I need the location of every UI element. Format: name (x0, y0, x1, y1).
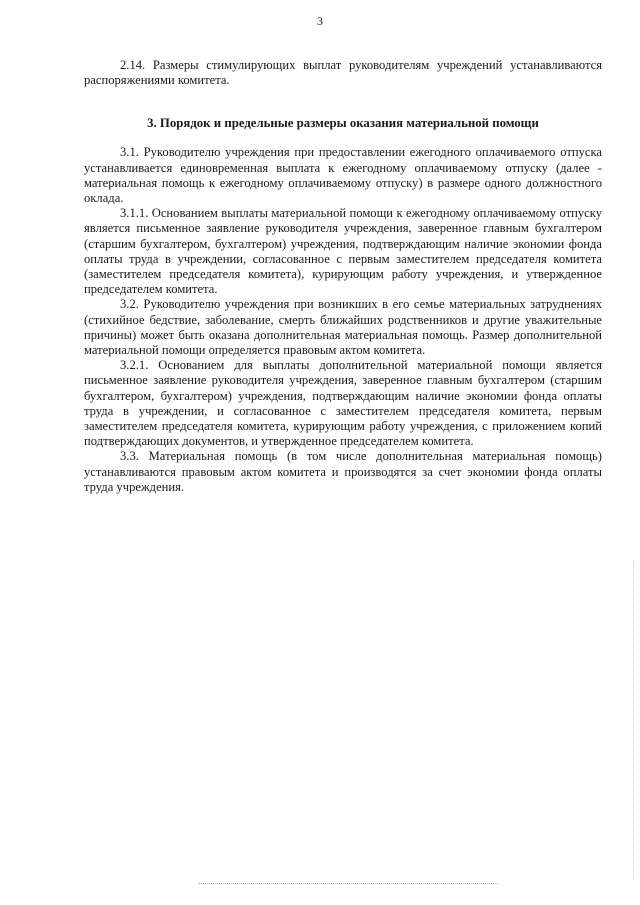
scan-artifact-edge (633, 560, 634, 880)
document-body (84, 58, 602, 495)
paragraph-3-3: 3.3. Материальная помощь (в том числе дополнительная материальная помощь) устанавливаются правовым актом комитета и производятся за счет экономии фонда оплаты труда учреждения. (84, 449, 602, 494)
section-heading: 3. Порядок и предельные размеры оказания материальной помощи (147, 116, 539, 131)
paragraph-3-1-1: 3.1.1. Основанием выплаты материальной помощи к ежегодному оплачиваемому отпуску является письменное заявление руководителя учреждения, заверенное главным бухгалтером (старшим бухгалтером, бухгалтером) учреждения, подтверждающим наличие экономии фонда оплаты труда в учреждении, согласованное с первым заместителем председателя комитета (заместителем председателя комитета), курирующим работу учреждения, и утвержденное председателем комитета. (84, 206, 602, 297)
paragraph-3-1: 3.1. Руководителю учреждения при предоставлении ежегодного оплачиваемого отпуска устанавливается единовременная выплата к ежегодному оплачиваемому отпуску (далее - материальная помощь к ежегодному оплачиваемому отпуску) в размере одного должностного оклада. (84, 145, 602, 206)
paragraph-3-2-1: 3.2.1. Основанием для выплаты дополнительной материальной помощи является письменное заявление руководителя учреждения, заверенное главным бухгалтером (старшим бухгалтером, бухгалтером) учреждения, подтверждающим наличие экономии фонда оплаты труда в учреждении, и согласованное с заместителем председателя комитета, первым заместителем председателя комитета, курирующим работу учреждения, с приложением копий подтверждающих документов, и утвержденное председателем комитета. (84, 358, 602, 449)
page-number: 3 (317, 14, 323, 28)
scan-artifact-line (198, 883, 498, 884)
paragraph-2-14: 2.14. Размеры стимулирующих выплат руководителям учреждений устанавливаются распоряжениями комитета. (84, 58, 602, 88)
paragraph-3-2: 3.2. Руководителю учреждения при возникших в его семье материальных затруднениях (стихийное бедствие, заболевание, смерть ближайших родственников и другие уважительные причины) может быть оказана дополнительная материальная помощь. Размер дополнительной материальной помощи определяется правовым актом комитета. (84, 297, 602, 358)
